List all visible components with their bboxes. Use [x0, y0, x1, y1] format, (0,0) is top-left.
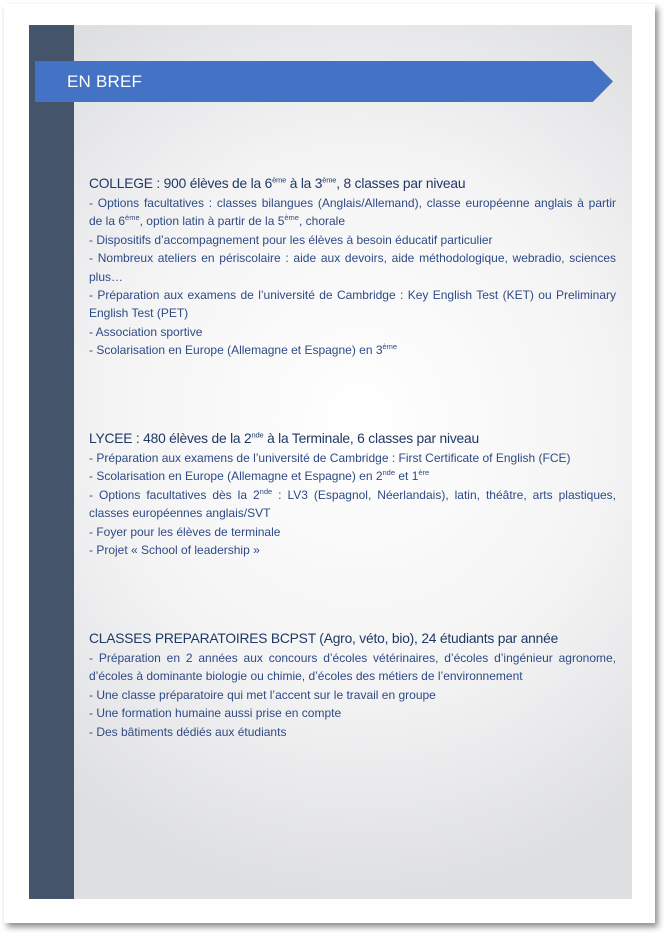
prepa-item: - Préparation en 2 années aux concours d’écoles vétérinaires, d’écoles d’ingénieur agronome, d’écoles à dominante biologie ou chimie, d’écoles des métiers de l’environnement	[89, 651, 616, 684]
college-ateliers: - Nombreux ateliers en périscolaire : aide aux devoirs, aide méthodologique, webradio, sciences plus…	[89, 251, 616, 284]
college-dispositifs: - Dispositifs d’accompagnement pour les élèves à besoin éducatif particulier	[89, 232, 493, 247]
lycee-heading: LYCEE : 480 élèves de la 2nde à la Terminale, 6 classes par niveau	[89, 430, 479, 446]
banner-title: EN BREF	[67, 72, 143, 91]
college-heading: COLLEGE : 900 élèves de la 6ème à la 3ème, 8 classes par niveau	[89, 175, 466, 191]
prepa-section	[89, 629, 616, 741]
prepa-heading: CLASSES PREPARATOIRES BCPST (Agro, véto, bio), 24 étudiants par année	[89, 631, 559, 646]
lycee-cambridge: - Préparation aux examens de l’université de Cambridge : First Certificate of English (FCE)	[89, 451, 571, 465]
college-association: - Association sportive	[89, 324, 203, 339]
sidebar-band	[29, 25, 74, 899]
lycee-projet: - Projet « School of leadership »	[89, 543, 260, 558]
prepa-item: - Une formation humaine aussi prise en compte	[89, 706, 342, 721]
college-cambridge: - Préparation aux examens de l’université de Cambridge : Key English Test (KET) ou Preliminary English Test (PET)	[89, 288, 616, 321]
prepa-item: - Une classe préparatoire qui met l’accent sur le travail en groupe	[89, 687, 436, 702]
college-europe: - Scolarisation en Europe (Allemagne et Espagne) en 3ème	[89, 342, 398, 358]
lycee-foyer: - Foyer pour les élèves de terminale	[89, 524, 281, 539]
lycee-section	[89, 429, 616, 559]
lycee-options: - Options facultatives dès la 2nde : LV3 (Espagnol, Néerlandais), latin, théâtre, arts plastiques, classes européennes anglais/SVT	[89, 486, 616, 521]
lycee-europe: - Scolarisation en Europe (Allemagne et Espagne) en 2nde et 1ère	[89, 468, 430, 484]
prepa-item: - Des bâtiments dédiés aux étudiants	[89, 724, 287, 739]
college-options: - Options facultatives : classes bilangues (Anglais/Allemand), classe européenne anglais à partir de la 6ème, option latin à partir de la 5ème, chorale	[89, 196, 616, 229]
college-section	[89, 174, 616, 360]
